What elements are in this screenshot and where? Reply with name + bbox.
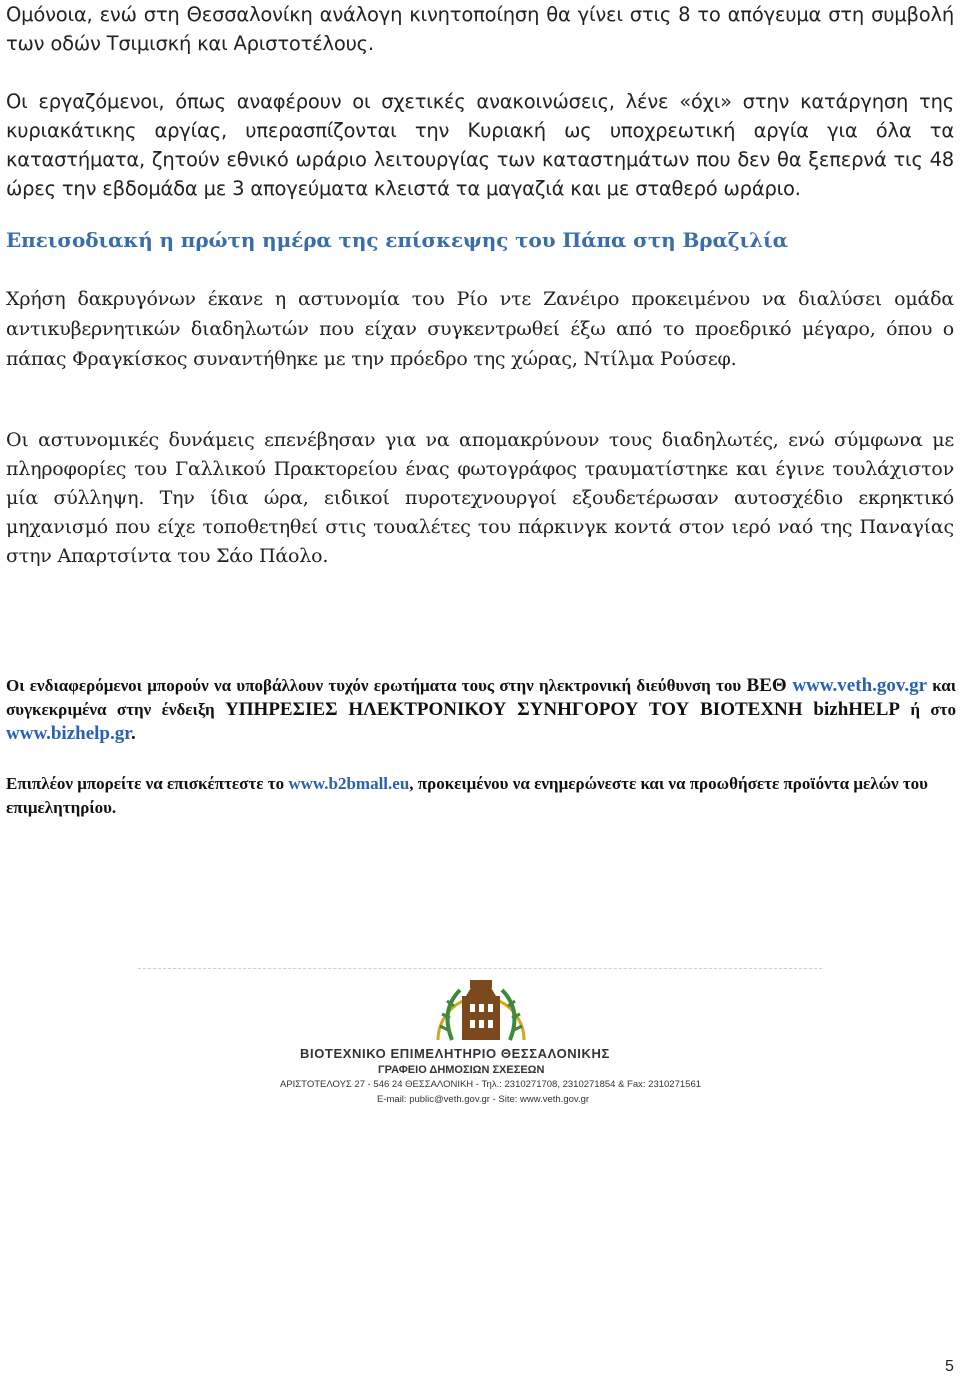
page-number: 5	[945, 1358, 954, 1375]
veth-link[interactable]: www.veth.gov.gr	[792, 675, 928, 696]
article-paragraph-4: Οι αστυνομικές δυνάμεις επενέβησαν για να απομακρύνουν τους διαδηλωτές, ενώ σύμφωνα με πληροφορίες του Γαλλικού Πρακτορείου ένας φωτογράφος τραυματίστηκε και έγινε τουλάχιστον μία σύλληψη. Την ίδια ώρα, ειδικοί πυροτεχνουργοί εξουδετέρωσαν αυτοσχέδιο εκρηκτικό μηχανισμό που είχε τοποθετηθεί στις τουαλέτες του πάρκινγκ κοντά στον ιερό ναό της Παναγίας στην Απαρτσίντα του Σάο Πάολο.	[6, 429, 954, 567]
notice-text: και συγκεκριμένα στην ένδειξη	[6, 676, 957, 719]
notice-text: Οι ενδιαφερόμενοι μπορούν να υποβάλλουν τυχόν ερωτήματα τους στην ηλεκτρονική διεύθυνση του	[6, 676, 747, 695]
article-paragraph-2: Οι εργαζόμενοι, όπως αναφέρουν οι σχετικές ανακοινώσεις, λένε «όχι» στην κατάργηση της κυριακάτικης αργίας, υπερασπίζονται την Κυριακή ως υποχρεωτική αργία για όλα τα καταστήματα, ζητούν εθνικό ωράριο λειτουργίας των καταστημάτων που δεν θα ξεπερνά τις 48 ώρες την εβδομάδα με 3 απογεύματα κλειστά τα μαγαζιά και με σταθερό ωράριο.	[6, 90, 954, 200]
notice-veo: ΒΕΘ	[746, 675, 793, 696]
org-email: E-mail: public@veth.gov.gr - Site: www.veth.gov.gr	[377, 1094, 590, 1105]
notice-text: Επιπλέον μπορείτε να επισκέπτεστε το	[6, 774, 289, 793]
article-paragraph-3: Χρήση δακρυγόνων έκανε η αστυνομία του Ρίο ντε Ζανέιρο προκειμένου να διαλύσει ομάδα αντικυβερνητικών διαδηλωτών που είχαν συγκεντρωθεί έξω από το προεδρικό μέγαρο, όπου ο πάπας Φραγκίσκος συναντήθηκε με την πρόεδρο της χώρας, Ντίλμα Ρούσεφ.	[6, 288, 954, 370]
org-name: ΒΙΟΤΕΧΝΙΚΟ ΕΠΙΜΕΛΗΤΗΡΙΟ ΘΕΣΣΑΛΟΝΙΚΗΣ	[300, 1046, 610, 1061]
notice-service-name: ΥΠΗΡΕΣΙΕΣ ΗΛΕΚΤΡΟΝΙΚΟΥ ΣΥΝΗΓΟΡΟΥ ΤΟΥ ΒΙΟΤΕΧΝΗ bizhHELP	[225, 699, 900, 720]
notice-text: ή στο	[900, 700, 956, 719]
notice-text: , προκειμένου να ενημερώνεστε και να προωθήσετε προϊόντα μελών του επιμελητηρίου.	[6, 774, 929, 817]
org-department: ΓΡΑΦΕΙΟ ΔΗΜΟΣΙΩΝ ΣΧΕΣΕΩΝ	[378, 1064, 545, 1076]
org-address: ΑΡΙΣΤΟΤΕΛΟΥΣ 27 - 546 24 ΘΕΣΣΑΛΟΝΙΚΗ - Τηλ.: 2310271708, 2310271854 & Fax: 2310271561	[280, 1079, 702, 1090]
notice-period: .	[130, 723, 136, 744]
article-heading: Επεισοδιακή η πρώτη ημέρα της επίσκεψης του Πάπα στη Βραζιλία	[6, 228, 788, 252]
b2bmall-link[interactable]: www.b2bmall.eu	[288, 774, 410, 793]
article-paragraph-1: Ομόνοια, ενώ στη Θεσσαλονίκη ανάλογη κινητοποίηση θα γίνει στις 8 το απόγευμα στη συμβολή των οδών Τσιμισκή και Αριστοτέλους.	[6, 3, 954, 55]
bizhelp-link[interactable]: www.bizhelp.gr	[6, 723, 131, 744]
